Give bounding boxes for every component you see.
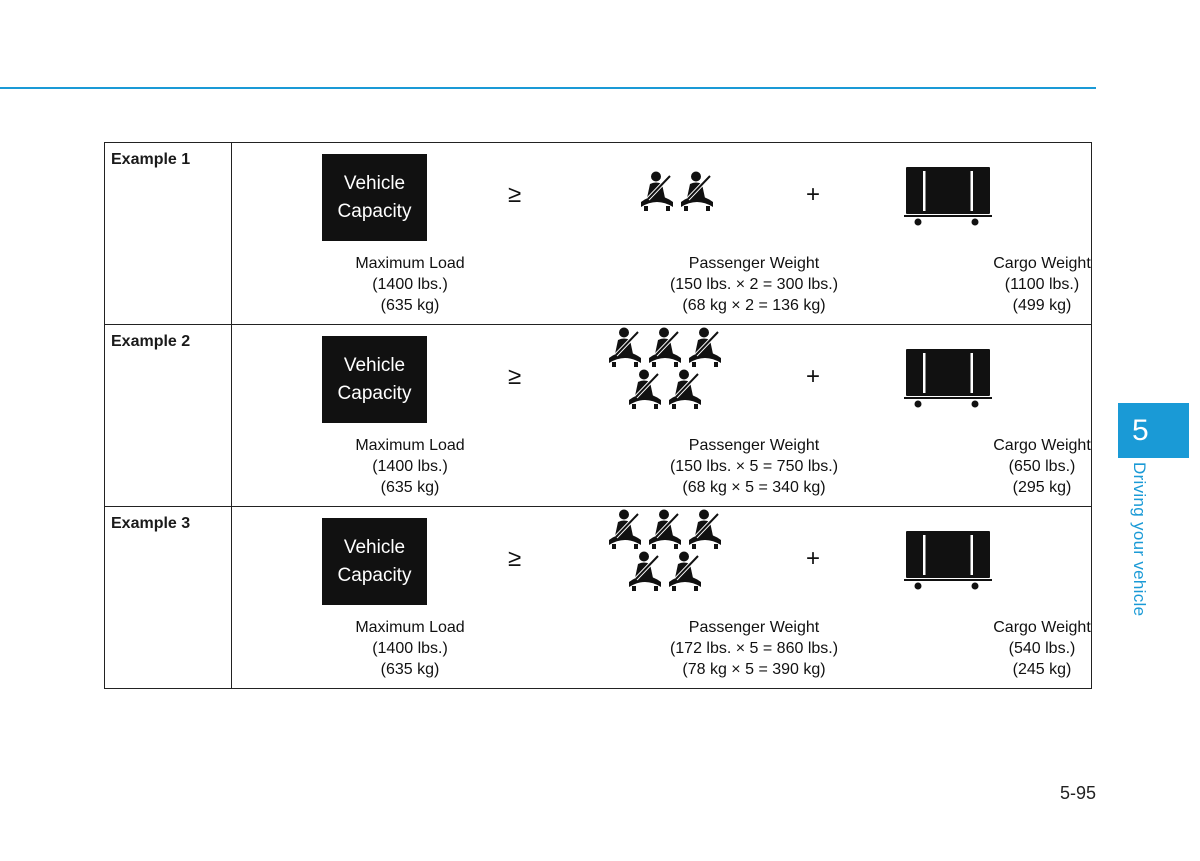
cargo-weight-caption [952,435,1132,498]
caption-line: (245 kg) [1012,661,1072,678]
caption-line: (1400 lbs.) [372,640,448,657]
passenger-icons [600,509,730,593]
caption-line: (150 lbs. × 5 = 750 lbs.) [669,458,839,475]
page-number: 5-95 [1059,783,1096,803]
seatbelt-passenger-icon [639,171,675,211]
example-label: Example 2 [111,333,191,350]
caption-line: (540 lbs.) [1008,640,1076,657]
vehicle-capacity-line: Capacity [337,200,412,222]
seatbelt-passenger-icon [607,509,643,549]
example-row [105,143,1092,325]
passenger-weight-caption [624,253,884,316]
example-content-cell [232,143,1092,325]
maximum-load-caption [320,435,500,498]
example-label: Example 1 [111,151,191,168]
caption-line: Passenger Weight [688,437,820,454]
plus-sign: + [806,181,821,208]
caption-line: Cargo Weight [993,437,1091,454]
caption-line: Maximum Load [355,437,465,454]
vehicle-capacity-box [322,336,427,423]
cargo-weight-caption [952,253,1132,316]
caption-line: (635 kg) [380,297,440,314]
seatbelt-passenger-icon [627,369,663,409]
greater-equal-sign: ≥ [508,545,522,572]
caption-line: Passenger Weight [688,619,820,636]
example-label-cell [105,507,232,689]
chapter-title: Driving your vehicle [1130,462,1149,617]
caption-line: (150 lbs. × 2 = 300 lbs.) [669,276,839,293]
maximum-load-caption [320,617,500,680]
cargo-box-icon [903,529,993,591]
caption-line: (635 kg) [380,661,440,678]
caption-line: (1100 lbs.) [1004,276,1080,293]
cargo-weight-caption [952,617,1132,680]
passenger-icons [600,327,730,411]
vehicle-capacity-line: Vehicle [343,536,406,558]
seatbelt-passenger-icon [607,327,643,367]
caption-line: (650 lbs.) [1008,458,1076,475]
example-content-cell [232,325,1092,507]
caption-line: (78 kg × 5 = 390 kg) [682,661,826,678]
caption-line: (172 lbs. × 5 = 860 lbs.) [669,640,839,657]
seatbelt-passenger-icon [667,551,703,591]
caption-line: (68 kg × 2 = 136 kg) [682,297,826,314]
example-content-cell [232,507,1092,689]
caption-line: (1400 lbs.) [372,276,448,293]
passenger-icon-row [607,509,723,549]
plus-sign: + [806,363,821,390]
passenger-icon-row [627,551,703,591]
passenger-weight-caption [624,435,884,498]
cargo-box-icon [903,165,993,227]
vehicle-capacity-line: Vehicle [343,172,406,194]
header-rule [0,87,1096,89]
passenger-icon-row [607,327,723,367]
passenger-icon-row [639,171,715,211]
caption-line: (1400 lbs.) [372,458,448,475]
greater-equal-sign: ≥ [508,181,522,208]
example-content [232,507,1091,688]
seatbelt-passenger-icon [679,171,715,211]
example-label: Example 3 [111,515,191,532]
caption-line: (499 kg) [1012,297,1072,314]
plus-sign: + [806,545,821,572]
seatbelt-passenger-icon [647,509,683,549]
example-content [232,143,1091,324]
vehicle-capacity-box [322,518,427,605]
vehicle-capacity-line: Vehicle [343,354,406,376]
passenger-weight-caption [624,617,884,680]
seatbelt-passenger-icon [627,551,663,591]
cargo-box-icon [903,347,993,409]
seatbelt-passenger-icon [667,369,703,409]
maximum-load-caption [320,253,500,316]
vehicle-capacity-line: Capacity [337,564,412,586]
seatbelt-passenger-icon [687,509,723,549]
example-content [232,325,1091,506]
caption-line: Maximum Load [355,619,465,636]
greater-equal-sign: ≥ [508,363,522,390]
example-row [105,325,1092,507]
caption-line: Maximum Load [355,255,465,272]
seatbelt-passenger-icon [647,327,683,367]
caption-line: (68 kg × 5 = 340 kg) [682,479,826,496]
seatbelt-passenger-icon [687,327,723,367]
example-label-cell [105,143,232,325]
vehicle-capacity-box [322,154,427,241]
load-examples-table [104,142,1092,689]
example-row [105,507,1092,689]
caption-line: Cargo Weight [993,255,1091,272]
caption-line: (635 kg) [380,479,440,496]
caption-line: Cargo Weight [993,619,1091,636]
chapter-number: 5 [1132,414,1149,447]
passenger-icons [612,171,742,211]
caption-line: Passenger Weight [688,255,820,272]
vehicle-capacity-line: Capacity [337,382,412,404]
passenger-icon-row [627,369,703,409]
caption-line: (295 kg) [1012,479,1072,496]
example-label-cell [105,325,232,507]
